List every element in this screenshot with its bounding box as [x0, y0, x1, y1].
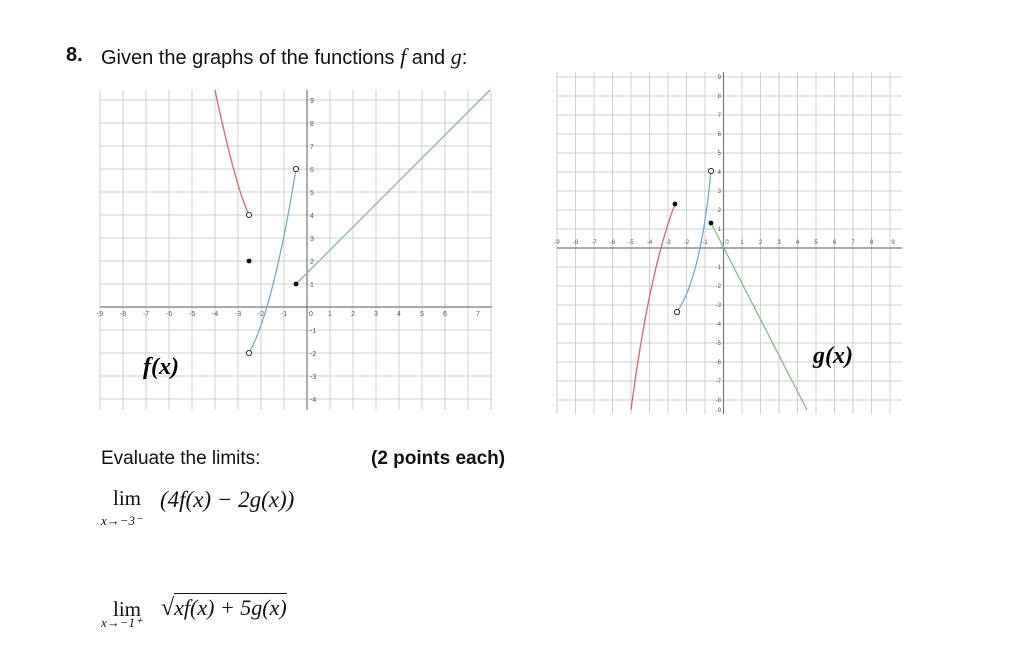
graph-f-xtick: 0 — [309, 311, 313, 318]
limit2-subscript: x→−1⁺ — [101, 615, 142, 630]
graph-g-xtick: 2 — [758, 240, 763, 246]
graph-g-xtick: 4 — [795, 240, 800, 246]
graph-g-ytick: 6 — [717, 132, 721, 138]
graph-g-ytick: -3 — [715, 303, 721, 309]
graph-g-ytick: -9 — [715, 408, 721, 414]
graph-f-xtick: 1 — [328, 311, 332, 318]
graph-g-ytick: 4 — [717, 170, 721, 176]
graph-g-xtick: -2 — [683, 240, 690, 246]
graph-g-ytick: 7 — [717, 113, 721, 119]
sqrt-symbol: √ — [161, 595, 175, 621]
question-and: and — [411, 47, 446, 69]
graph-f-closed-point — [247, 259, 252, 264]
graph-f-closed-point — [294, 282, 299, 287]
graph-g-ytick: 1 — [717, 227, 721, 233]
graph-f-green-line — [296, 90, 490, 284]
graph-g-xtick: 1 — [740, 240, 744, 246]
graph-f-ytick: 5 — [310, 190, 314, 197]
graph-g-ytick: -7 — [715, 379, 721, 385]
graph-g-ytick: 9 — [717, 75, 721, 81]
limit1-lim: lim — [113, 486, 142, 510]
graph-g-ytick: 5 — [717, 151, 721, 157]
graph-f-open-point — [246, 212, 251, 217]
graph-g-ytick: 3 — [717, 189, 721, 195]
graph-f-xtick: -7 — [142, 311, 150, 318]
graph-f-ytick: 2 — [310, 259, 314, 266]
graph-g-xtick: 0 — [725, 240, 729, 246]
limit2-lim: lim — [113, 597, 142, 621]
graph-g-xtick: -8 — [572, 240, 579, 246]
graph-f-ytick: 6 — [310, 167, 314, 174]
graph-f-ytick: -1 — [310, 328, 317, 335]
limit2-expression — [161, 595, 287, 622]
graph-g-xtick: -1 — [702, 240, 708, 246]
graph-g-xtick: 7 — [851, 240, 855, 246]
graph-f-ytick: 1 — [310, 282, 314, 289]
graph-f — [96, 90, 492, 410]
graph-g-closed-point — [673, 202, 678, 207]
graph-g-ytick: -6 — [715, 360, 721, 366]
graph-f-red-curve — [215, 90, 249, 215]
graph-g-xtick: 9 — [891, 240, 895, 246]
question-prefix: Given the graphs of the functions — [101, 47, 395, 69]
graph-g-label: g(x) — [813, 343, 853, 369]
graph-f-xtick: -8 — [119, 311, 127, 318]
function-f-symbol: f — [400, 44, 407, 69]
limit1-expression: (4f(x) − 2g(x)) — [160, 487, 295, 512]
limit2-radicand: xf(x) + 5g(x) — [174, 595, 287, 620]
graph-f-xtick: 5 — [420, 311, 424, 318]
graph-g-ytick: 8 — [717, 94, 721, 100]
graph-g-ytick: -4 — [715, 322, 721, 328]
points-note: (2 points each) — [371, 448, 506, 469]
graph-g-ytick: -1 — [715, 265, 721, 271]
graph-f-xtick: -6 — [165, 311, 173, 318]
graph-g-xtick: -4 — [646, 240, 653, 246]
graph-f-xtick: 6 — [443, 311, 447, 318]
graph-g-xtick: -7 — [591, 240, 597, 246]
graph-f-xtick: -4 — [211, 311, 219, 318]
graph-f-xtick: 2 — [351, 311, 355, 318]
limit1-subscript: x→−3⁻ — [101, 513, 142, 528]
graph-g-xtick: -6 — [609, 240, 616, 246]
graph-f-xtick: -9 — [96, 311, 104, 318]
graph-g-xtick: 6 — [832, 240, 837, 246]
graph-f-xtick: 3 — [374, 311, 378, 318]
graph-f-ytick: 3 — [310, 236, 314, 243]
graph-f-ytick: -3 — [310, 374, 317, 381]
graph-g — [554, 72, 902, 414]
graph-g-closed-point — [709, 221, 714, 226]
function-g-symbol: g — [450, 44, 462, 69]
graph-g-xtick: 8 — [869, 240, 874, 246]
graph-f-ytick: -2 — [310, 351, 317, 358]
graph-g-xtick: -5 — [628, 240, 634, 246]
graph-g-xtick: -3 — [665, 240, 671, 246]
graph-g-ytick: -5 — [715, 341, 721, 347]
graph-g-green-line — [711, 223, 807, 410]
graph-g-ytick: 2 — [717, 208, 721, 214]
graph-g-xtick: -9 — [554, 240, 560, 246]
graph-f-open-point — [293, 166, 298, 171]
graph-f-ytick: 9 — [310, 98, 314, 105]
graph-g-open-point — [708, 168, 713, 173]
graph-f-ytick: 7 — [310, 144, 314, 151]
graph-g-open-point — [674, 309, 679, 314]
graph-f-xtick: -2 — [257, 311, 265, 318]
graph-f-ytick: -4 — [310, 397, 317, 404]
graph-g-ytick: -2 — [715, 284, 721, 290]
question-text — [101, 44, 467, 70]
graph-f-ytick: 4 — [310, 213, 314, 220]
question-colon: : — [461, 47, 468, 69]
graph-f-xtick: 4 — [397, 311, 401, 318]
graph-g-xtick: 3 — [777, 240, 781, 246]
evaluate-prompt: Evaluate the limits: — [101, 448, 261, 469]
graph-f-ytick: 8 — [310, 121, 314, 128]
graph-f-xtick: -5 — [188, 311, 196, 318]
graph-f-label: f(x) — [143, 354, 179, 380]
graph-g-xtick: 5 — [814, 240, 818, 246]
graph-g-ytick: -8 — [715, 398, 721, 404]
graph-f-xtick: 7 — [476, 311, 480, 318]
question-number: 8. — [66, 44, 83, 66]
graph-f-open-point — [246, 350, 251, 355]
graph-f-xtick: -3 — [234, 311, 242, 318]
graph-f-xtick: -1 — [280, 311, 288, 318]
